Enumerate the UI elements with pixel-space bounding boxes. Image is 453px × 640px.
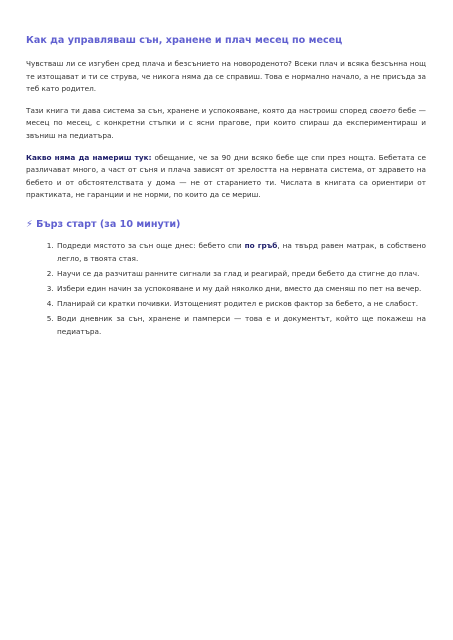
system-text-after: бебе — месец по месец, с конкретни стъпки и с ясни прагове, при които спираш да експериментираш и звъниш на педиатъра.	[26, 105, 426, 140]
list-item-strong: по гръб	[244, 240, 278, 250]
list-item: 2. Научи се да разчиташ ранните сигнали за глад и реагирай, преди бебето да стигне до плач.	[56, 268, 426, 281]
document-page	[26, 34, 426, 341]
system-paragraph	[26, 105, 426, 143]
disclaimer-text: обещание, че за 90 дни всяко бебе ще спи през нощта. Бебетата се различават много, а част от съня и плача зависят от зрелостта на нервната система, от здравето на бебето и от обстоятелствата у дома — не от старанието ти. Числата в книгата са ориентири от практиката, не гаранции и не норми, по които да се мериш.	[26, 152, 427, 200]
system-text-before: Тази книга ти дава система за сън, хранене и успокояване, която да настроиш според	[26, 105, 370, 115]
list-item	[56, 240, 426, 265]
list-item: 3. Избери един начин за успокояване и му дай няколко дни, вместо да сменяш по пет на вечер.	[56, 283, 426, 296]
list-item-text-after: , на твърд равен матрак, в собствено легло, в твоята стая.	[57, 240, 426, 263]
quick-start-list	[26, 240, 426, 339]
list-item-text-before: Подреди мястото за сън още днес: бебето спи	[57, 240, 245, 250]
list-item: 4. Планирай си кратки почивки. Изтощеният родител е рисков фактор за бебето, а не слабост.	[56, 298, 426, 311]
quick-start-heading: ⚡ Бърз старт (за 10 минути)	[26, 218, 181, 230]
disclaimer-paragraph	[26, 152, 426, 202]
system-emphasis: своето	[369, 105, 396, 115]
page-title: Как да управляваш сън, хранене и плач месец по месец	[26, 35, 343, 46]
intro-paragraph: Чувстваш ли се изгубен сред плача и безсънието на новороденото? Всеки плач и всяка безсънна нощ те изтощават и ти се струва, че никога няма да се справиш. Това е нормално начало, а не присъда за теб като родител.	[26, 59, 426, 94]
list-item: 5. Води дневник за сън, хранене и памперси — това е и документът, който ще покажеш на педиатъра.	[56, 313, 426, 338]
disclaimer-label: Какво няма да намериш тук:	[26, 152, 152, 162]
